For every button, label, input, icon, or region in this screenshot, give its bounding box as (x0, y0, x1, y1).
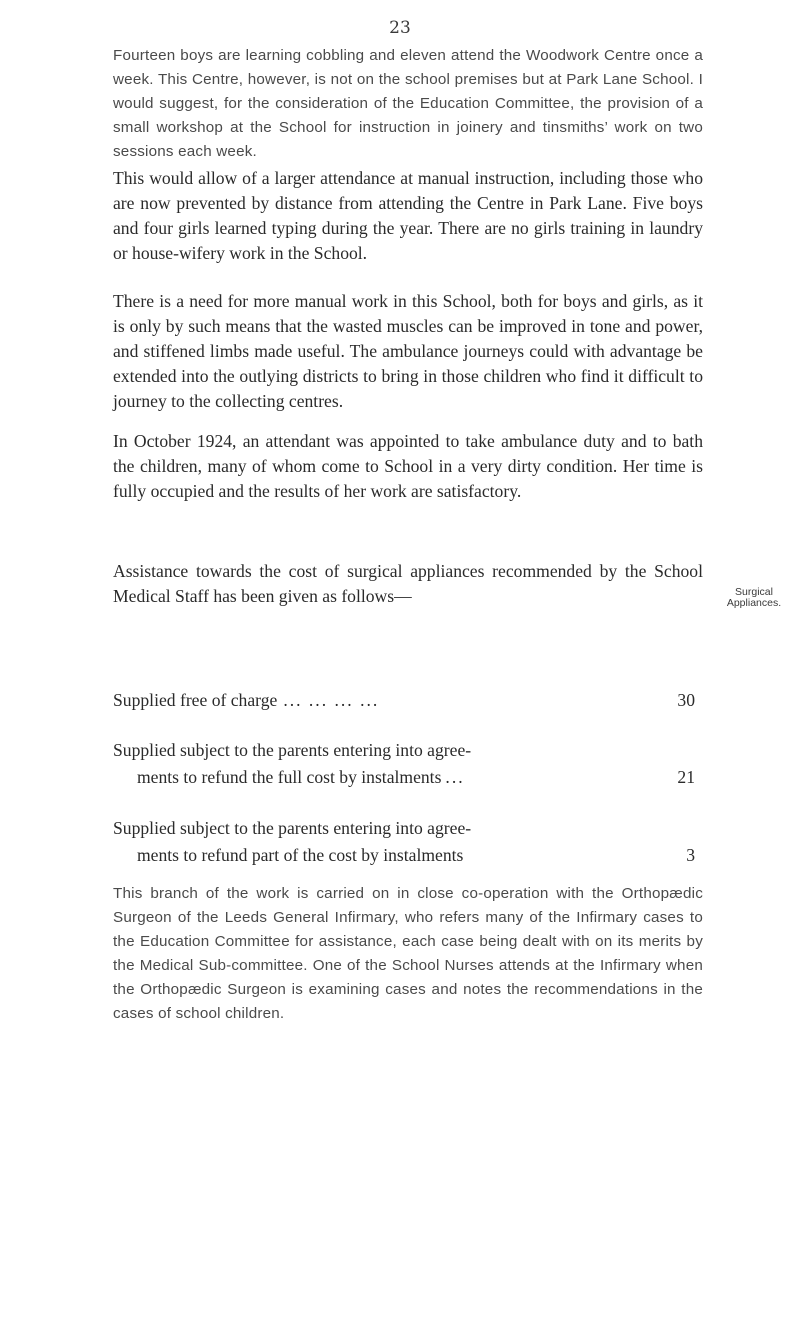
margin-note-line2: Appliances. (726, 597, 782, 609)
appliance-row-full-cost (113, 737, 695, 791)
appliance-row-label-line2: ments to refund part of the cost by instalments (137, 845, 464, 865)
appliance-row-leaders: ... (445, 767, 465, 787)
appliance-row-label-line1: Supplied subject to the parents entering into agree- (113, 740, 472, 760)
appliance-row-label-line1: Supplied subject to the parents entering into agree- (113, 818, 472, 838)
margin-note-line1: Surgical (735, 586, 773, 598)
paragraph-cobbling-woodwork: Fourteen boys are learning cobbling and eleven attend the Woodwork Centre once a week. This Centre, however, is not on the school premises but at Park Lane School. I would suggest, for the consideration of the Education Committee, the provision of a small workshop at the School for instruction in joinery and tinsmiths’ work on two sessions each week. (113, 47, 703, 160)
margin-note-surgical-appliances (712, 587, 796, 609)
page-number: 23 (389, 18, 411, 38)
paragraph-surgical-appliances: Assistance towards the cost of surgical appliances recommended by the School Medical Staff has been given as follows— (113, 561, 703, 606)
appliance-row-part-cost (113, 815, 695, 869)
appliance-row-value: 30 (677, 690, 695, 710)
appliance-row-value: 3 (686, 845, 695, 865)
appliance-row-label: Supplied free of charge (113, 690, 278, 710)
paragraph-ambulance-attendant: In October 1924, an attendant was appointed to take ambulance duty and to bath the children, many of whom come to School in a very dirty condition. Her time is fully occupied and the results of her work are satisfactory. (113, 431, 703, 501)
paragraph-manual-work-need: There is a need for more manual work in this School, both for boys and girls, as it is only by such means that the wasted muscles can be improved in tone and power, and stiffened limbs made useful. The ambulance journeys could with advantage be extended into the outlying districts to bring in those children who find it difficult to journey to the collecting centres. (113, 291, 703, 411)
appliance-row-label-line2: ments to refund the full cost by instalments (137, 767, 442, 787)
paragraph-orthopaedic-cooperation: This branch of the work is carried on in close co-operation with the Orthopædic Surgeon of the Leeds General Infirmary, who refers many of the Infirmary cases to the Education Committee for assistance, each case being dealt with on its merits by the Medical Sub-committee. One of the School Nurses attends at the Infirmary when the Orthopædic Surgeon is examining cases and notes the recommendations in the cases of school children. (113, 885, 703, 1022)
appliance-row-leaders: ... ... ... ... (283, 690, 380, 710)
appliance-row-free (113, 687, 695, 714)
paragraph-manual-instruction: This would allow of a larger attendance at manual instruction, including those who are now prevented by distance from attending the Centre in Park Lane. Five boys and four girls learned typing during the year. There are no girls training in laundry or house-wifery work in the School. (113, 168, 703, 263)
appliance-row-value: 21 (677, 767, 695, 787)
